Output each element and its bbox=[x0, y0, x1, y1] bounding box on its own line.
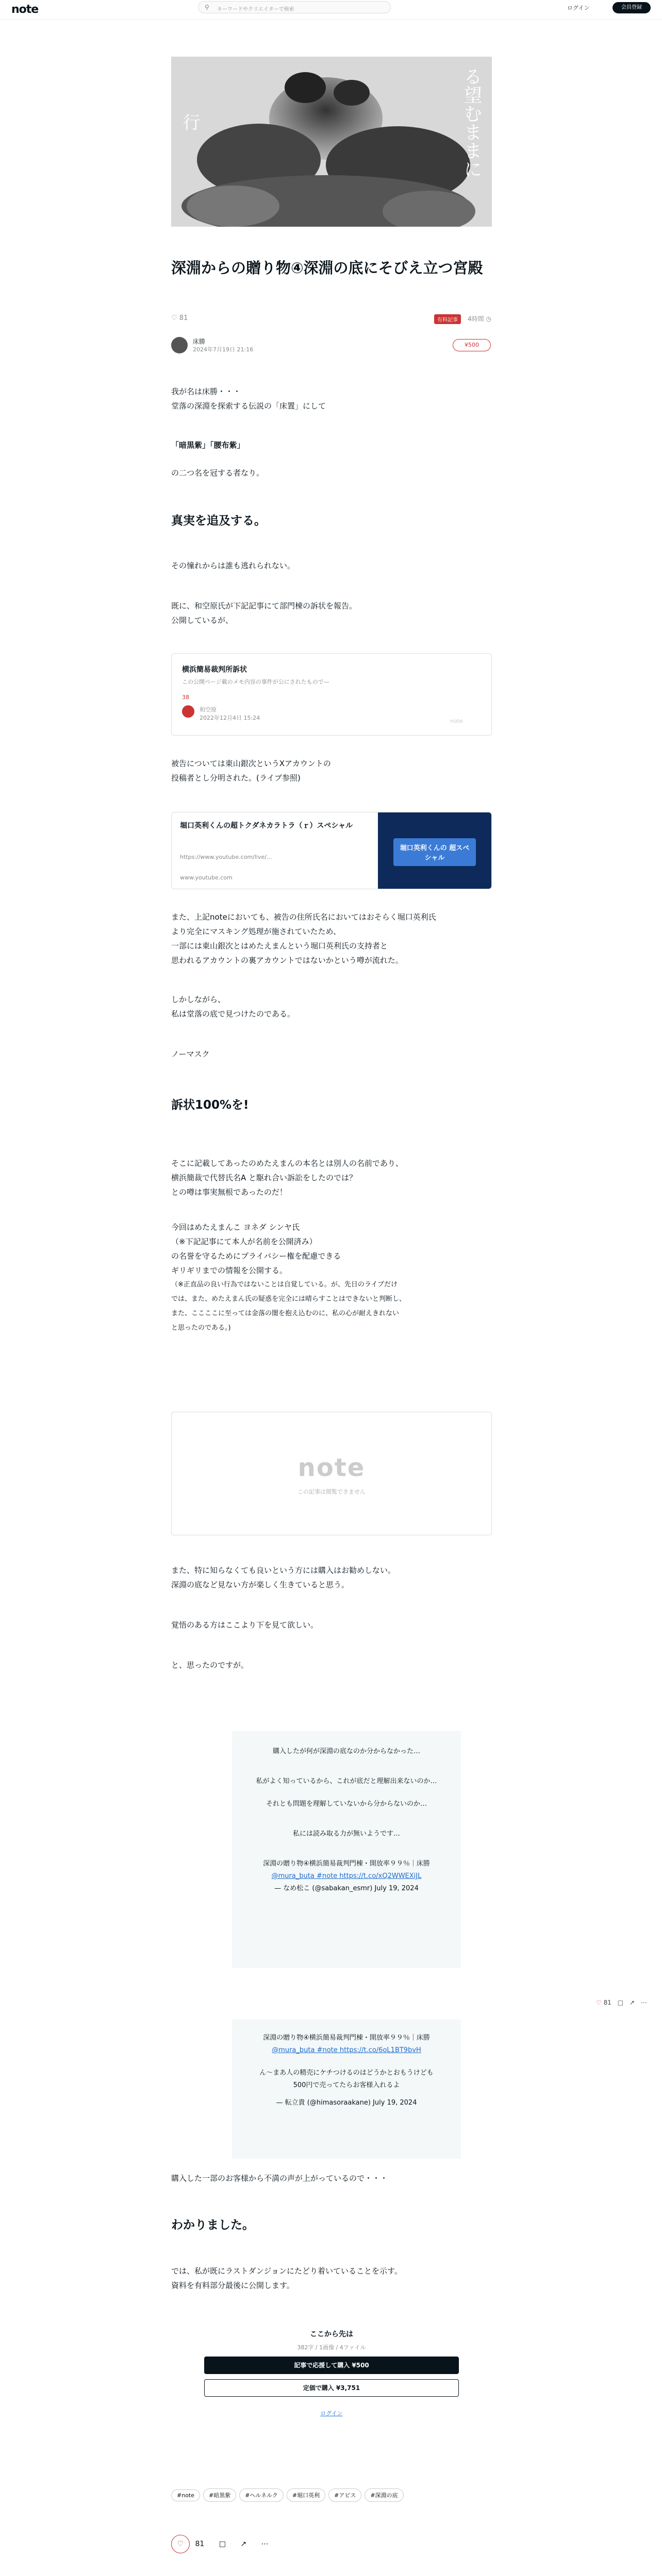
search-icon: ⚲ bbox=[205, 4, 209, 11]
paywall-meta: 382字 / 1画像 / 4ファイル bbox=[297, 2344, 366, 2351]
hero-image bbox=[171, 57, 492, 227]
paragraph: の名誉を守るためにプライバシー権を配慮できる bbox=[171, 1251, 341, 1261]
paragraph: そこに記載してあったのめたえまんの本名とは別人の名前であり、 bbox=[171, 1159, 403, 1168]
share-icon[interactable]: ↗ bbox=[629, 1999, 635, 2006]
search-input[interactable] bbox=[198, 1, 391, 13]
paragraph: 深淵の底など見ない方が楽しく生きていると思う。 bbox=[171, 1580, 350, 1589]
register-button[interactable]: 会員登録 bbox=[613, 2, 651, 13]
side-actions bbox=[596, 1999, 647, 2006]
embed-note-card[interactable] bbox=[171, 653, 492, 736]
tag-chip[interactable]: #堀口英利 bbox=[287, 2488, 325, 2502]
more-icon[interactable]: ⋯ bbox=[640, 1999, 647, 2006]
paragraph: その憧れからは誰も逃れられない。 bbox=[171, 561, 295, 570]
paragraph: また、特に知らなくても良いという方には購入はお勧めしない。 bbox=[171, 1566, 396, 1575]
paragraph: では、また、めたえまん氏の疑惑を完全には晴らすことはできないと判断し、 bbox=[171, 1295, 406, 1303]
tweet-line: 私がよく知っているから、これが底だと理解出来ないのか… bbox=[256, 1777, 437, 1785]
paragraph: 既に、和空原氏が下記記事にて部門棟の訴状を報告。 bbox=[171, 601, 357, 611]
hero-overlay-right: る望むままに bbox=[461, 67, 482, 178]
tweet-embed bbox=[232, 1731, 461, 1968]
paragraph: 資料を有料部分最後に公開します。 bbox=[171, 2281, 294, 2290]
tag-chip[interactable]: #暗黒紫 bbox=[203, 2488, 236, 2502]
note-logo[interactable]: note bbox=[11, 3, 39, 16]
paragraph: 我が名は床勝・・・ bbox=[171, 387, 241, 396]
share-icon[interactable]: ↗ bbox=[240, 2540, 247, 2548]
embed-url: https://www.youtube.com/live/... bbox=[180, 854, 272, 860]
paragraph: 私は堂落の底で見つけたのである。 bbox=[171, 1009, 295, 1019]
paragraph: ギリギリまでの情報を公開する。 bbox=[171, 1266, 288, 1275]
search-placeholder: キーワードやクリエイターで検索 bbox=[217, 7, 294, 12]
paragraph: 覚悟のある方はここより下を見て欲しい。 bbox=[171, 1620, 319, 1630]
article-meta bbox=[171, 314, 492, 325]
paragraph: 公開しているが、 bbox=[171, 616, 234, 625]
paragraph: では、私が既にラストダンジョンにたどり着いていることを示す。 bbox=[171, 2266, 402, 2276]
tweet-attribution: — なめ松こ (@sabakan_esmr) July 19, 2024 bbox=[274, 1885, 419, 1892]
read-time: 4時間 ◷ bbox=[468, 315, 491, 323]
heart-icon[interactable]: ♡ bbox=[171, 2535, 190, 2553]
paragraph: と、思ったのですが。 bbox=[171, 1660, 249, 1670]
side-like-count: 81 bbox=[603, 1999, 611, 2006]
tweet-attribution: — 転立貴 (@himasoraakane) July 19, 2024 bbox=[276, 2099, 417, 2107]
paywall-title: ここから先は bbox=[310, 2330, 353, 2338]
paragraph: と思ったのである。) bbox=[171, 1324, 231, 1332]
section-heading: わかりました。 bbox=[171, 2218, 254, 2232]
paid-badge: 有料記事 bbox=[434, 314, 461, 324]
tweet-line: それとも問題を理解していないから分からないのか… bbox=[266, 1800, 427, 1808]
hero-overlay-left: 行 bbox=[179, 113, 200, 131]
note-logo-placeholder: note bbox=[297, 1453, 366, 1482]
paragraph: 「暗黒紫」「腰布紫」 bbox=[171, 440, 245, 450]
embed-youtube-card[interactable] bbox=[171, 812, 492, 889]
paragraph: 一部には東山銀次とはめたえまんという堀口英利氏の支持者と bbox=[171, 941, 388, 951]
author-avatar[interactable] bbox=[171, 337, 188, 353]
like-count: 81 bbox=[179, 314, 188, 322]
embed-logo: note bbox=[450, 718, 463, 724]
paragraph: の二つ名を冠する者なり。 bbox=[171, 468, 264, 478]
bottom-like-count: 81 bbox=[195, 2540, 205, 2548]
site-header bbox=[0, 0, 662, 20]
bottom-actions bbox=[171, 2535, 492, 2555]
section-heading: 訴状100%を! bbox=[171, 1098, 249, 1112]
paragraph: また、上記noteにおいても、被告の住所氏名においてはおそらく堀口英利氏 bbox=[171, 912, 436, 922]
subscribe-button[interactable]: 定価で購入 ¥3,751 bbox=[204, 2379, 459, 2397]
comment-icon[interactable]: □ bbox=[617, 1999, 624, 2006]
paragraph: しかしながら、 bbox=[171, 995, 226, 1004]
embed-date: 2022年12月4日 15:24 bbox=[200, 715, 260, 721]
tweet-link[interactable]: @mura_buta #note https://t.co/6oL1BT9bvH bbox=[272, 2046, 421, 2054]
paragraph: また、ここここに至っては金落の闇を抱え込むのに、私の心が耐えきれない bbox=[171, 1310, 400, 1317]
tweet-link[interactable]: @mura_buta #note https://t.co/xQ2WWEXiJL bbox=[271, 1872, 422, 1880]
embed-unavailable bbox=[171, 1412, 492, 1535]
tag-list bbox=[171, 2488, 492, 2502]
thumbnail-text: 堀口英利くんの 超スペシャル bbox=[393, 838, 476, 866]
section-heading: 真実を追及する。 bbox=[171, 514, 266, 528]
paragraph: 堂落の深淵を探索する伝説の「床置」にして bbox=[171, 401, 326, 411]
paragraph: より完全にマスキング処理が施されていたため、 bbox=[171, 927, 341, 936]
buy-button[interactable]: 記事で応援して購入 ¥500 bbox=[204, 2357, 459, 2374]
embed-title: 堀口英利くんの超トクダネカラトラ（ｒ）スペシャル bbox=[180, 822, 353, 830]
comment-icon[interactable]: □ bbox=[219, 2540, 226, 2548]
login-link[interactable]: ログイン bbox=[320, 2410, 343, 2417]
paragraph: 購入した一部のお客様から不満の声が上がっているので・・・ bbox=[171, 2174, 388, 2183]
tag-chip[interactable]: #アビス bbox=[328, 2488, 361, 2502]
tag-chip[interactable]: #note bbox=[171, 2489, 200, 2501]
embed-avatar bbox=[182, 705, 194, 718]
author-name[interactable]: 床勝 bbox=[193, 338, 206, 345]
unavailable-text: この記事は閲覧できません bbox=[297, 1488, 366, 1495]
tweet-line: 私には読み取る力が無いようです… bbox=[292, 1830, 400, 1838]
tweet-line: 購入したが何が深淵の底なのか分からなかった… bbox=[272, 1748, 420, 1755]
more-icon[interactable]: ⋯ bbox=[261, 2540, 269, 2548]
tweet-line: ん～まあ人の精売にケチつけるのはどうかとおもうけども bbox=[259, 2069, 434, 2077]
login-link[interactable]: ログイン bbox=[567, 5, 590, 11]
paragraph: 今回はめたえまんこ ヨネダ シンヤ氏 bbox=[171, 1223, 300, 1232]
tweet-embed bbox=[232, 2020, 461, 2159]
embed-domain: www.youtube.com bbox=[180, 874, 233, 881]
tag-chip[interactable]: #深淵の底 bbox=[365, 2488, 403, 2502]
paragraph: ノーマスク bbox=[171, 1049, 210, 1059]
paragraph: （※正直品の良い行為ではないことは自覚している。が、先日のライブだけ bbox=[171, 1281, 398, 1289]
embed-sub: この公開ページ載のメモ内容の事件が公にされたもので— bbox=[182, 679, 329, 685]
publish-date: 2024年7月19日 21:16 bbox=[193, 346, 254, 353]
paragraph: 被告については東山銀次というXアカウントの bbox=[171, 759, 331, 768]
article-title: 深淵からの贈り物④深淵の底にそびえ立つ宮殿 bbox=[171, 259, 483, 277]
embed-author: 和空原 bbox=[200, 706, 217, 713]
heart-icon[interactable]: ♡ bbox=[596, 1999, 602, 2006]
paragraph: 横浜簡裁で代替氏名A と駆れ合い訴訟をしたのでは？ bbox=[171, 1173, 357, 1182]
price-button[interactable]: ¥500 bbox=[453, 339, 491, 351]
tweet-line: 深淵の贈り物④横浜簡易裁判門棟・開放率９９％｜床勝 bbox=[263, 2034, 430, 2042]
embed-title: 横浜簡易裁判所訴状 bbox=[182, 666, 247, 674]
tag-chip[interactable]: #ヘルネルク bbox=[239, 2488, 284, 2502]
video-thumbnail bbox=[378, 812, 492, 889]
paragraph: （※下記記事にて本人が名前を公開済み） bbox=[171, 1237, 317, 1246]
paywall bbox=[171, 2329, 492, 2452]
paragraph: との噂は事実無根であったのだ！ bbox=[171, 1188, 287, 1197]
tweet-line: 深淵の贈り物④横浜簡易裁判門棟・開放率９９％｜床勝 bbox=[263, 1860, 430, 1868]
author-row bbox=[171, 337, 492, 358]
heart-icon[interactable]: ♡ bbox=[171, 314, 177, 322]
paragraph: 思われるアカウントの裏アカウントではないかという噂が流れた。 bbox=[171, 956, 403, 965]
embed-likes: 38 bbox=[182, 694, 189, 701]
paragraph: 投稿者とし分明された。(ライブ参照) bbox=[171, 773, 301, 783]
tweet-line: 500円で売ってたらお客様入れるよ bbox=[293, 2081, 400, 2089]
